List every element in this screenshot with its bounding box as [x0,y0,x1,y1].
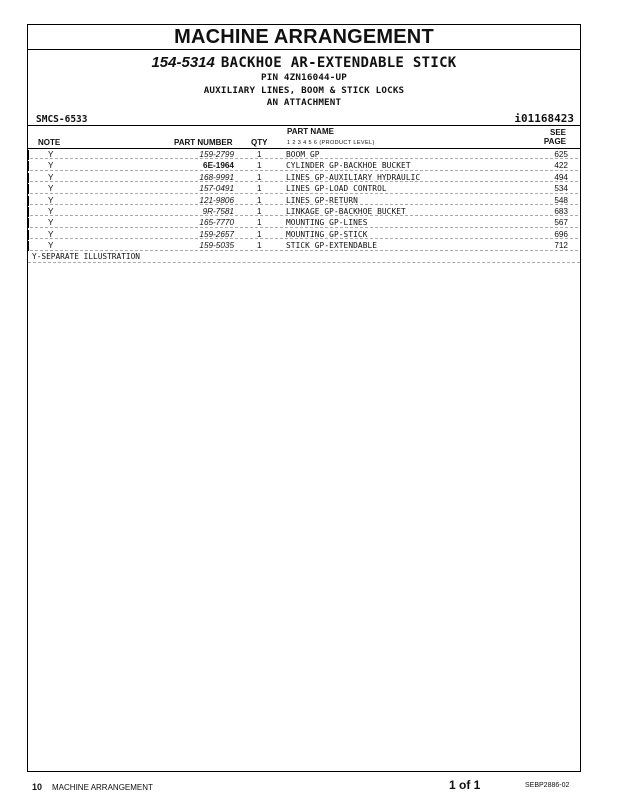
row-qty: 1 [257,229,262,239]
header-divider [28,125,580,126]
row-part-number: 157-0491 [199,184,234,194]
row-qty: 1 [257,184,262,194]
smcs-code: SMCS-6533 [36,114,88,125]
row-part-number: 9R-7581 [202,206,234,216]
row-part-name: MOUNTING GP-LINES [286,218,368,228]
row-note: Y [48,172,54,182]
row-see-page[interactable]: 712 [554,241,568,251]
group-description-line-1: AUXILIARY LINES, BOOM & STICK LOCKS [203,85,405,96]
row-marker [28,184,29,194]
row-see-page[interactable]: 548 [554,195,568,205]
row-qty: 1 [257,241,262,251]
row-see-page[interactable]: 534 [554,184,568,194]
row-marker [28,161,29,171]
page-title: MACHINE ARRANGEMENT [28,25,580,50]
row-see-page[interactable]: 683 [554,206,568,216]
group-part-number: 154-5314 [151,54,215,71]
footer-doc-id: SEBP2886-02 [525,782,570,789]
table-row [28,206,580,217]
column-header-note: NOTE [38,138,61,147]
row-note: Y [48,184,54,194]
row-part-number: 159-2799 [199,150,234,159]
row-marker [28,241,29,251]
row-note: Y [48,161,54,171]
row-part-number: 165-7770 [199,218,234,228]
row-marker [28,150,29,160]
row-part-number: 159-5035 [199,241,234,251]
column-header-see: SEE [549,128,566,137]
group-name: BACKHOE AR-EXTENDABLE STICK [220,55,457,71]
row-marker [28,230,29,240]
row-qty: 1 [257,195,262,205]
column-header-see-page [544,128,566,146]
column-header-qty: QTY [251,138,268,147]
row-note: Y [48,229,54,239]
serial-range: PIN 4ZN16044-UP [261,72,347,83]
row-see-page[interactable]: 422 [554,161,568,171]
row-qty: 1 [257,206,262,216]
row-qty: 1 [257,218,262,228]
group-heading [28,54,580,71]
row-note: Y [48,218,54,228]
parts-table [28,149,580,252]
table-row [28,160,580,171]
column-header-page: PAGE [543,137,566,146]
document-frame [27,24,581,772]
row-see-page[interactable]: 567 [554,218,568,228]
row-note: Y [48,206,54,216]
row-marker [28,196,29,206]
row-qty: 1 [257,172,262,182]
table-row [28,240,580,251]
row-part-name: MOUNTING GP-STICK [286,229,368,239]
table-row [28,217,580,228]
footnote-divider [28,262,580,263]
group-description-line-2: AN ATTACHMENT [266,97,342,108]
table-row [28,195,580,206]
row-see-page[interactable]: 696 [554,229,568,239]
row-see-page[interactable]: 625 [554,150,568,159]
table-row [28,149,580,160]
row-part-name: STICK GP-EXTENDABLE [286,241,378,251]
table-row [28,183,580,194]
row-part-name: LINES GP-LOAD CONTROL [286,184,387,194]
row-part-number: 159-2657 [199,229,234,239]
row-note: Y [48,195,54,205]
row-note: Y [48,150,54,159]
footer-page-number: 10 [32,782,43,792]
footer-page-of: 1 of 1 [449,778,481,792]
row-marker [28,207,29,217]
row-note: Y [48,241,54,251]
row-part-number: 6E-1964 [203,161,234,171]
row-part-name: LINKAGE GP-BACKHOE BUCKET [286,206,406,216]
table-row [28,229,580,240]
column-header-part-number: PART NUMBER [174,138,233,147]
row-see-page[interactable]: 494 [554,172,568,182]
row-marker [28,218,29,228]
footnote: Y-SEPARATE ILLUSTRATION [32,252,140,261]
footer-left [32,782,153,792]
row-qty: 1 [257,150,262,159]
row-marker [28,173,29,183]
table-row [28,172,580,183]
column-header-part-name: PART NAME [287,127,334,136]
illustration-id: i01168423 [514,112,574,125]
row-part-number: 121-9806 [199,195,234,205]
footer-section: MACHINE ARRANGEMENT [52,783,153,792]
row-qty: 1 [257,161,262,171]
row-part-name: LINES GP-AUXILIARY HYDRAULIC [286,172,421,182]
row-part-name: CYLINDER GP-BACKHOE BUCKET [286,161,411,171]
row-part-number: 168-9991 [199,172,234,182]
row-part-name: LINES GP-RETURN [286,195,358,205]
column-header-product-level: 1 2 3 4 5 6 (PRODUCT LEVEL) [287,140,375,146]
row-part-name: BOOM GP [286,150,320,159]
